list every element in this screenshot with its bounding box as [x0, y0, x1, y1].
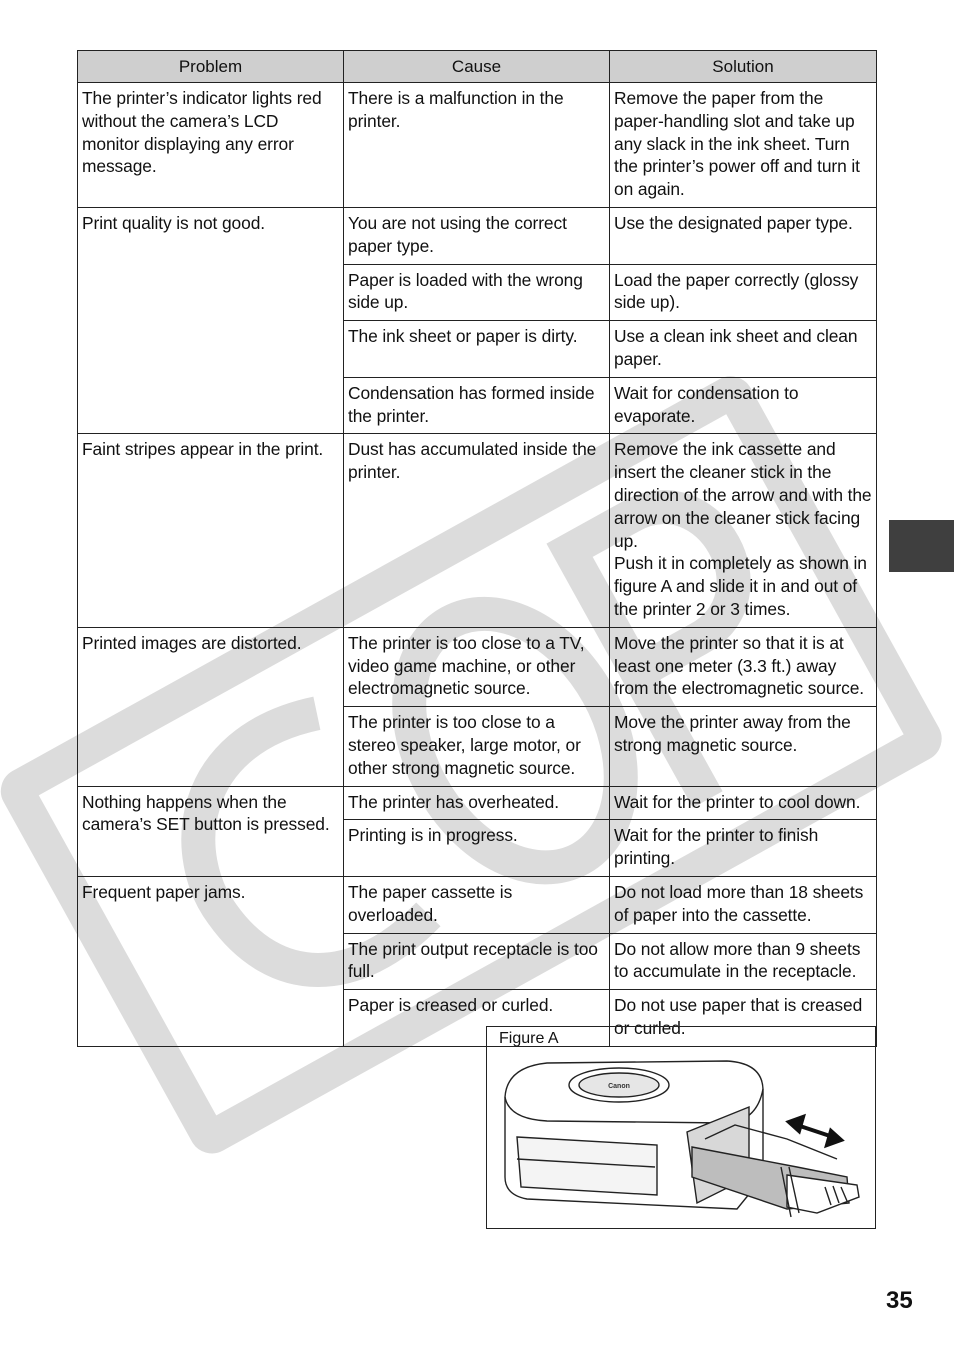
- printer-cleaner-illustration: [487, 1027, 875, 1228]
- problem-cell: Frequent paper jams.: [78, 876, 344, 1046]
- table-row: [78, 627, 877, 706]
- cause-cell: The paper cassette is overloaded.: [344, 876, 610, 933]
- solution-cell: Wait for the printer to cool down.: [610, 786, 877, 820]
- problem-cell: Print quality is not good.: [78, 207, 344, 433]
- problem-cell: Printed images are distorted.: [78, 627, 344, 786]
- table-row: [78, 876, 877, 933]
- table-row: [78, 786, 877, 820]
- cause-cell: Dust has accumulated inside the printer.: [344, 434, 610, 627]
- problem-cell: Nothing happens when the camera’s SET button is pressed.: [78, 786, 344, 876]
- solution-cell: Use a clean ink sheet and clean paper.: [610, 321, 877, 378]
- cause-cell: The print output receptacle is too full.: [344, 933, 610, 990]
- header-solution: Solution: [610, 51, 877, 83]
- cause-cell: The printer is too close to a stereo speaker, large motor, or other strong magnetic source.: [344, 707, 610, 786]
- cause-cell: Condensation has formed inside the printer.: [344, 377, 610, 434]
- figure-a: [486, 1026, 876, 1229]
- page-number: 35: [886, 1287, 913, 1314]
- problem-cell: The printer’s indicator lights red without the camera’s LCD monitor displaying any error message.: [78, 83, 344, 208]
- cause-cell: The printer is too close to a TV, video game machine, or other electromagnetic source.: [344, 627, 610, 706]
- table-row: [78, 434, 877, 627]
- table-row: [78, 83, 877, 208]
- solution-paragraph: Push it in completely as shown in figure A and slide it in and out of the printer 2 or 3 times.: [614, 553, 867, 619]
- solution-cell: Wait for condensation to evaporate.: [610, 377, 877, 434]
- figure-label: Figure A: [499, 1030, 559, 1047]
- solution-cell: Do not use paper that is creased or curled.: [610, 990, 877, 1047]
- printer-logo: Canon: [608, 1083, 630, 1090]
- troubleshooting-table: [77, 50, 877, 1047]
- cause-cell: There is a malfunction in the printer.: [344, 83, 610, 208]
- solution-cell: Do not allow more than 9 sheets to accumulate in the receptacle.: [610, 933, 877, 990]
- section-tab-marker: [889, 520, 954, 572]
- cause-cell: The printer has overheated.: [344, 786, 610, 820]
- cause-cell: Printing is in progress.: [344, 820, 610, 877]
- solution-cell: [610, 434, 877, 627]
- table-header-row: [78, 51, 877, 83]
- cause-cell: Paper is loaded with the wrong side up.: [344, 264, 610, 321]
- solution-paragraph: Remove the ink cassette and insert the cleaner stick in the direction of the arrow and with the arrow on the cleaner stick facing up.: [614, 439, 872, 551]
- solution-cell: Move the printer away from the strong magnetic source.: [610, 707, 877, 786]
- problem-cell: Faint stripes appear in the print.: [78, 434, 344, 627]
- cause-cell: Paper is creased or curled.: [344, 990, 610, 1047]
- header-cause: Cause: [344, 51, 610, 83]
- solution-cell: Do not load more than 18 sheets of paper into the cassette.: [610, 876, 877, 933]
- cause-cell: The ink sheet or paper is dirty.: [344, 321, 610, 378]
- solution-cell: Move the printer so that it is at least one meter (3.3 ft.) away from the electromagnetic source.: [610, 627, 877, 706]
- solution-cell: Use the designated paper type.: [610, 207, 877, 264]
- solution-cell: Load the paper correctly (glossy side up).: [610, 264, 877, 321]
- cause-cell: You are not using the correct paper type.: [344, 207, 610, 264]
- solution-cell: Remove the paper from the paper-handling slot and take up any slack in the ink sheet. Turn the printer’s power off and turn it on again.: [610, 83, 877, 208]
- solution-cell: Wait for the printer to finish printing.: [610, 820, 877, 877]
- header-problem: Problem: [78, 51, 344, 83]
- table-row: [78, 207, 877, 264]
